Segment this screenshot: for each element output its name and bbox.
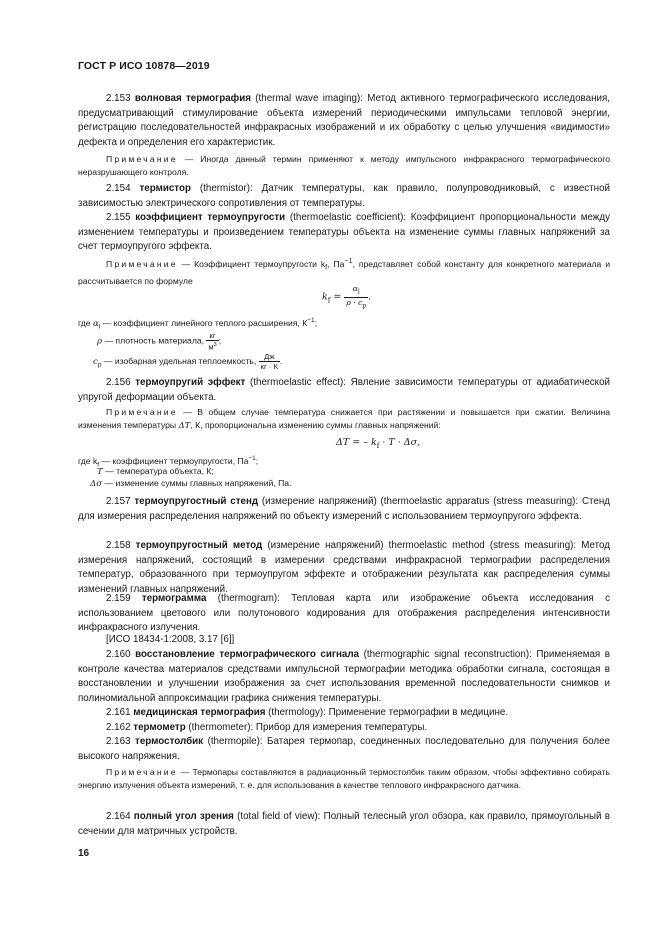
entry-definition: (thermology): Применение термографии в медицине. — [265, 707, 509, 718]
unit-fraction — [259, 352, 283, 371]
entry-number: 2.155 — [106, 212, 131, 223]
subscript: p — [362, 302, 367, 310]
note-text: , представляет собой константу для конкретного материала и рассчитывается по формуле — [78, 258, 610, 286]
legend-row-cp — [93, 352, 282, 371]
entry-number: 2.156 — [106, 377, 131, 388]
legend-text: — изобарная удельная теплоемкость, — [101, 355, 259, 366]
legend-symbol: Δσ — [90, 479, 103, 489]
entry-2157 — [78, 495, 610, 524]
entry-number: 2.163 — [106, 736, 131, 747]
entry-number: 2.164 — [106, 811, 131, 822]
fraction-numerator: Дж — [259, 352, 280, 362]
note-2156 — [78, 406, 610, 433]
legend-row-dsigma — [90, 477, 291, 490]
note-text: , Па — [327, 258, 345, 269]
note-2163 — [78, 766, 610, 792]
legend-text: — плотность материала, — [102, 335, 207, 346]
entry-2153 — [78, 92, 610, 150]
legend-text: — температура объекта, К; — [102, 466, 214, 476]
legend-end: ; — [314, 317, 318, 328]
subscript: f — [325, 263, 328, 272]
entry-2156 — [78, 376, 610, 405]
entry-2158 — [78, 539, 610, 597]
entry-definition: (thermoelastic coefficient): Коэффициент пропорциональности между изменением температуры и произведением температуры объекта на изменение суммы главных напряжений за счет термоупругого эффекта. — [78, 212, 610, 253]
entry-term: полный угол зрения — [133, 811, 234, 822]
entry-definition: (измерение напряжений) thermoelastic method (stress measuring): Метод измерения напряжений, состоящий в измерении средствами инфракрасной термографии распределения температур, образованного при термоупругом эффекте и отображении результата как распределения суммы изменений главных напряжений. — [78, 540, 610, 595]
formula-fraction — [344, 284, 368, 310]
note-label: Примечание — [106, 258, 178, 269]
entry-2161 — [78, 706, 610, 721]
fraction-denominator: ρ · c — [346, 297, 363, 307]
legend-text: — изменение суммы главных напряжений, Па. — [102, 478, 292, 488]
subscript: f — [376, 441, 380, 450]
entry-2159 — [78, 592, 610, 636]
entry-term: термоупругостный стенд — [134, 496, 259, 507]
formula-symbol: k — [322, 291, 328, 303]
entry-term: термограмма — [141, 593, 207, 604]
note-text: — В общем случае температура снижается при растяжении и повышается при сжатии. Величина изменения температуры — [78, 407, 610, 430]
entry-number: 2.160 — [106, 649, 131, 660]
legend-text: — коэффициент термоупругости, Па — [99, 455, 249, 466]
entry-term: термостолбик — [135, 736, 204, 747]
legend-end: . — [279, 355, 283, 366]
fraction-numerator: кг — [206, 331, 218, 341]
entry-definition: (thermistor): Датчик температуры, как правило, полупроводниковый, с известной зависимостью электрического сопротивления от температуры. — [78, 183, 610, 209]
entry-2154 — [78, 182, 610, 211]
note-label: Примечание — [106, 154, 178, 164]
entry-2164 — [78, 810, 610, 839]
legend-end: ; — [218, 335, 222, 346]
formula-operator: = — [330, 291, 345, 303]
superscript: −1 — [248, 455, 256, 462]
legend-row-rho — [97, 331, 221, 352]
reference-2159: [ИСО 18434-1:2008, 3.17 [6]] — [106, 634, 235, 645]
legend-symbol: c — [93, 356, 98, 367]
note-label: Примечание — [106, 767, 178, 777]
entry-term: термистор — [139, 183, 191, 194]
entry-term: термоупругий эффект — [135, 377, 246, 388]
legend-symbol: α — [92, 318, 99, 329]
note-text: — Термопары составляются в радиационный термостолбик таким образом, чтобы эффективно собирать энергию излучения объекта измерений, т. е. для использования в качестве теплового инфракрасного датчика. — [78, 767, 610, 790]
entry-number: 2.158 — [106, 540, 131, 551]
note-2155 — [78, 255, 610, 288]
superscript: −1 — [344, 257, 353, 265]
unit-fraction — [206, 331, 218, 352]
legend-end: ; — [255, 455, 259, 466]
note-text: — Иногда данный термин применяют к методу импульсного инфракрасного термографического неразрушающего контроля. — [78, 154, 610, 177]
entry-term: восстановление термографического сигнала — [135, 649, 360, 660]
entry-number: 2.161 — [106, 707, 131, 718]
entry-2163 — [78, 735, 610, 764]
subscript: l — [357, 288, 360, 296]
entry-definition: (total field of view): Полный телесный угол обзора, как правило, прямоугольный в сечении для матричных устройств. — [78, 811, 610, 837]
entry-definition: (thermographic signal reconstruction): Применяемая в контроле качества материалов средствами импульсной термографии методика обработки сигнала, состоящая в восстановлении и улучшении изображения за счет использования временной последовательности снимков и полиномиальной аппроксимации графика снижения температуры. — [78, 649, 610, 704]
legend-text: — коэффициент линейного теплого расширения, К — [100, 317, 308, 328]
legend-symbol: T — [97, 467, 103, 477]
fraction-denominator: м — [208, 342, 214, 352]
entry-definition: (thermopile): Батарея термопар, соединенных последовательно для получения более высокого напряжения. — [78, 736, 610, 762]
entry-2155 — [78, 211, 610, 255]
formula-expression: · T · Δσ, — [379, 437, 421, 448]
entry-term: волновая термография — [134, 93, 251, 104]
legend-where: где — [78, 317, 93, 328]
formula-symbol: ΔT — [178, 421, 191, 431]
legend-symbol: ρ — [97, 336, 103, 347]
page-number: 16 — [78, 848, 90, 859]
subscript: f — [327, 296, 331, 305]
entry-number: 2.154 — [106, 183, 131, 194]
entry-2160 — [78, 648, 610, 706]
entry-definition: (thermogram): Тепловая карта или изображение объекта исследования с использованием цветового или полутонового кодирования для отображения распределения интенсивности инфракрасного излучения. — [78, 593, 610, 634]
formula-thermoelastic-coefficient — [322, 284, 371, 310]
note-label: Примечание — [106, 407, 178, 417]
subscript: f — [97, 461, 100, 469]
entry-definition: (thermometer): Прибор для измерения температуры. — [185, 722, 428, 733]
entry-number: 2.162 — [106, 722, 131, 733]
subscript: l — [98, 323, 101, 331]
formula-end: . — [368, 291, 372, 303]
entry-number: 2.159 — [106, 593, 131, 604]
legend-symbol: k — [92, 455, 98, 466]
entry-term: термоупругостный метод — [135, 540, 263, 551]
entry-definition: (thermoelastic effect): Явление зависимости температуры от адиабатической упругой деформации объекта. — [78, 377, 610, 403]
entry-definition: (измерение напряжений) (thermoelastic apparatus (stress measuring): Стенд для измерения распределения напряжений по объекту измерений с использованием термоупругого эффекта. — [78, 496, 610, 522]
entry-term: коэффициент термоупругости — [135, 212, 286, 223]
entry-number: 2.153 — [106, 93, 131, 104]
note-text: — Коэффициент термоупругости k — [177, 258, 326, 269]
entry-2162 — [78, 721, 610, 736]
fraction-denominator: кг · К — [260, 362, 278, 371]
entry-number: 2.157 — [106, 496, 131, 507]
superscript: −1 — [307, 317, 315, 324]
entry-definition: (thermal wave imaging): Метод активного термографического исследования, предусматривающий стимулирование объекта измерений периодическими импульсами тепловой энергии, регистрацию последовательностей инфракрасных изображений и их обработку с целью улучшения «видимости» дефекта и определения его характеристик. — [78, 93, 610, 148]
note-2153 — [78, 153, 610, 179]
fraction-numerator: α — [352, 284, 358, 293]
formula-expression: ΔT = – k — [336, 437, 377, 448]
superscript: 3 — [213, 342, 217, 348]
entry-term: термометр — [133, 722, 186, 733]
page-header: ГОСТ Р ИСО 10878—2019 — [78, 60, 210, 72]
legend-where: где — [78, 455, 93, 466]
note-text: , К, пропорциональна изменению суммы главных напряжений: — [190, 420, 441, 430]
formula-temperature-change — [336, 437, 420, 450]
subscript: p — [97, 361, 102, 369]
entry-term: медицинская термография — [133, 707, 266, 718]
